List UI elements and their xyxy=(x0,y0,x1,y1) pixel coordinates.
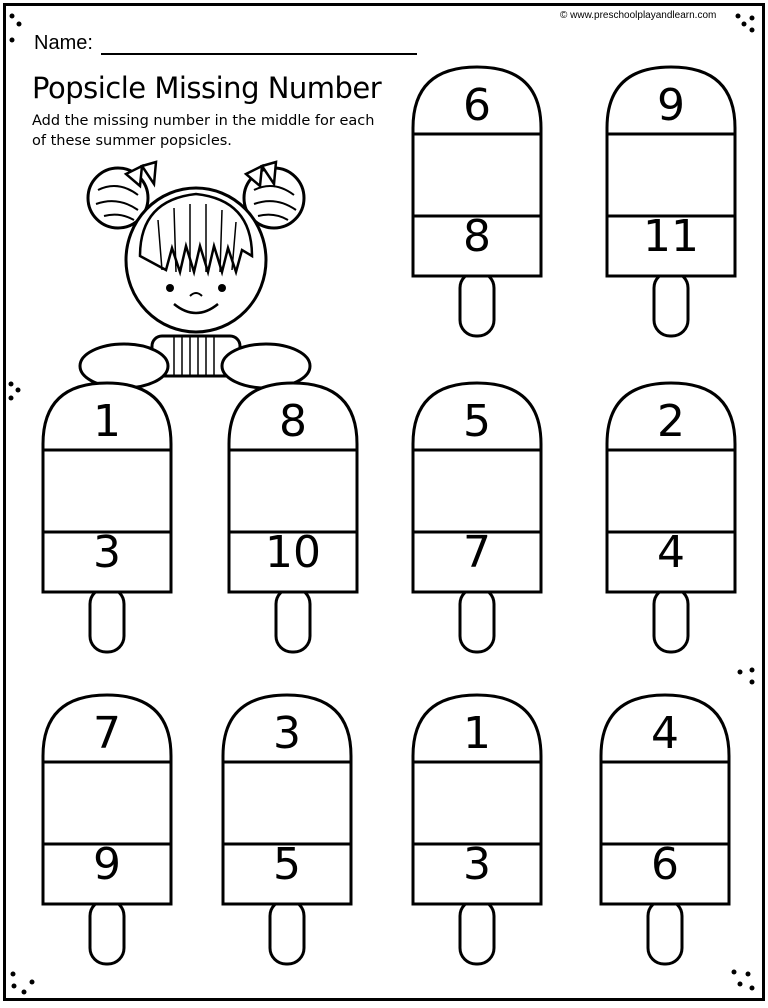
page-title: Popsicle Missing Number xyxy=(32,71,382,105)
popsicle-1 xyxy=(410,64,544,340)
bottom-number: 4 xyxy=(657,527,685,578)
popsicle-8 xyxy=(220,692,354,968)
copyright-text: © www.preschoolplayandlearn.com xyxy=(560,10,717,21)
name-label: Name: xyxy=(34,32,93,54)
popsicle-4 xyxy=(226,380,360,656)
top-number: 2 xyxy=(657,396,685,447)
popsicle-6 xyxy=(604,380,738,656)
popsicle-9 xyxy=(410,692,544,968)
bottom-number: 3 xyxy=(93,527,121,578)
top-number: 6 xyxy=(463,80,491,131)
bottom-number: 6 xyxy=(651,839,679,890)
decorative-dots xyxy=(6,380,24,404)
top-number: 4 xyxy=(651,708,679,759)
name-row xyxy=(34,32,434,55)
top-number: 1 xyxy=(463,708,491,759)
bottom-number: 7 xyxy=(463,527,491,578)
popsicle-3 xyxy=(40,380,174,656)
popsicle-10 xyxy=(598,692,732,968)
decorative-dots xyxy=(728,966,758,996)
decorative-dots xyxy=(734,12,758,36)
popsicle-7 xyxy=(40,692,174,968)
top-number: 3 xyxy=(273,708,301,759)
bottom-number: 3 xyxy=(463,839,491,890)
bottom-number: 10 xyxy=(265,527,321,578)
top-number: 9 xyxy=(657,80,685,131)
top-number: 7 xyxy=(93,708,121,759)
top-number: 8 xyxy=(279,396,307,447)
bottom-number: 9 xyxy=(93,839,121,890)
bottom-number: 8 xyxy=(463,211,491,262)
instructions-text: Add the missing number in the middle for each of these summer popsicles. xyxy=(32,113,375,149)
bottom-number: 5 xyxy=(273,839,301,890)
decorative-dots xyxy=(8,10,24,50)
bottom-number: 11 xyxy=(643,211,699,262)
top-number: 1 xyxy=(93,396,121,447)
name-field[interactable] xyxy=(101,33,417,55)
popsicle-5 xyxy=(410,380,544,656)
top-number: 5 xyxy=(463,396,491,447)
girl-illustration xyxy=(78,160,314,390)
popsicle-2 xyxy=(604,64,738,340)
decorative-dots xyxy=(8,968,38,998)
decorative-dots xyxy=(734,666,758,688)
